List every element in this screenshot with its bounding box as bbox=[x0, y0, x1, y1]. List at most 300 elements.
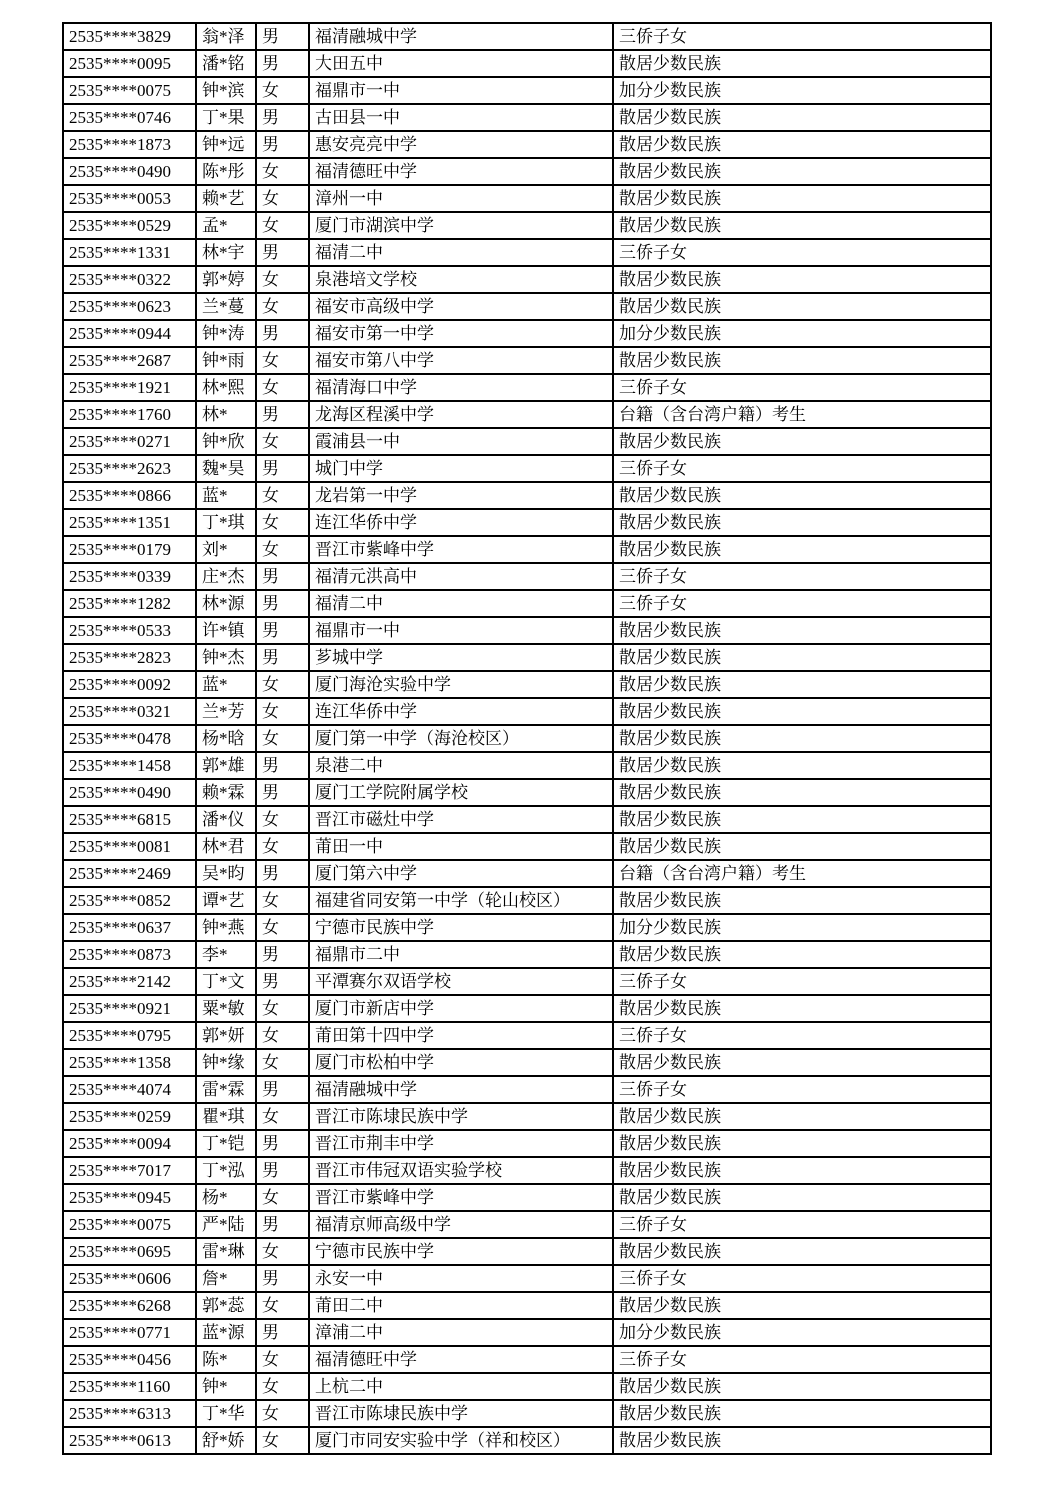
cell-school: 晋江市磁灶中学 bbox=[309, 806, 613, 833]
cell-gender: 男 bbox=[256, 131, 309, 158]
cell-school: 福清德旺中学 bbox=[309, 1346, 613, 1373]
cell-school: 莆田二中 bbox=[309, 1292, 613, 1319]
cell-candidate-name: 蓝*源 bbox=[196, 1319, 256, 1346]
cell-category: 散居少数民族 bbox=[613, 725, 991, 752]
cell-exam-id: 2535****1160 bbox=[63, 1373, 196, 1400]
cell-school: 福清二中 bbox=[309, 239, 613, 266]
cell-category: 散居少数民族 bbox=[613, 995, 991, 1022]
cell-gender: 男 bbox=[256, 1319, 309, 1346]
cell-candidate-name: 钟*涛 bbox=[196, 320, 256, 347]
cell-exam-id: 2535****0092 bbox=[63, 671, 196, 698]
table-row bbox=[63, 1022, 991, 1049]
candidate-roster-table bbox=[62, 22, 992, 1455]
cell-candidate-name: 丁*果 bbox=[196, 104, 256, 131]
cell-category: 加分少数民族 bbox=[613, 914, 991, 941]
cell-exam-id: 2535****0945 bbox=[63, 1184, 196, 1211]
cell-candidate-name: 瞿*琪 bbox=[196, 1103, 256, 1130]
table-row bbox=[63, 104, 991, 131]
cell-candidate-name: 丁*铠 bbox=[196, 1130, 256, 1157]
cell-exam-id: 2535****7017 bbox=[63, 1157, 196, 1184]
cell-exam-id: 2535****1358 bbox=[63, 1049, 196, 1076]
cell-candidate-name: 赖*艺 bbox=[196, 185, 256, 212]
cell-school: 龙海区程溪中学 bbox=[309, 401, 613, 428]
cell-school: 晋江市陈埭民族中学 bbox=[309, 1103, 613, 1130]
cell-candidate-name: 潘*铭 bbox=[196, 50, 256, 77]
table-row bbox=[63, 1157, 991, 1184]
cell-candidate-name: 雷*霖 bbox=[196, 1076, 256, 1103]
cell-category: 散居少数民族 bbox=[613, 779, 991, 806]
cell-gender: 女 bbox=[256, 1184, 309, 1211]
cell-exam-id: 2535****0075 bbox=[63, 1211, 196, 1238]
cell-candidate-name: 许*镇 bbox=[196, 617, 256, 644]
cell-school: 福鼎市二中 bbox=[309, 941, 613, 968]
table-row bbox=[63, 671, 991, 698]
table-row bbox=[63, 1103, 991, 1130]
cell-candidate-name: 赖*霖 bbox=[196, 779, 256, 806]
cell-candidate-name: 丁*琪 bbox=[196, 509, 256, 536]
cell-school: 福清京师高级中学 bbox=[309, 1211, 613, 1238]
cell-gender: 男 bbox=[256, 860, 309, 887]
cell-school: 平潭赛尔双语学校 bbox=[309, 968, 613, 995]
cell-school: 古田县一中 bbox=[309, 104, 613, 131]
table-row bbox=[63, 644, 991, 671]
cell-candidate-name: 潘*仪 bbox=[196, 806, 256, 833]
cell-category: 散居少数民族 bbox=[613, 1130, 991, 1157]
cell-gender: 男 bbox=[256, 1157, 309, 1184]
cell-candidate-name: 陈* bbox=[196, 1346, 256, 1373]
cell-exam-id: 2535****0606 bbox=[63, 1265, 196, 1292]
cell-gender: 男 bbox=[256, 563, 309, 590]
cell-gender: 女 bbox=[256, 509, 309, 536]
cell-school: 福清二中 bbox=[309, 590, 613, 617]
cell-exam-id: 2535****4074 bbox=[63, 1076, 196, 1103]
table-row bbox=[63, 995, 991, 1022]
cell-gender: 女 bbox=[256, 806, 309, 833]
cell-exam-id: 2535****0771 bbox=[63, 1319, 196, 1346]
cell-candidate-name: 钟*燕 bbox=[196, 914, 256, 941]
table-row bbox=[63, 1238, 991, 1265]
cell-exam-id: 2535****0921 bbox=[63, 995, 196, 1022]
cell-gender: 男 bbox=[256, 401, 309, 428]
cell-exam-id: 2535****0095 bbox=[63, 50, 196, 77]
table-row bbox=[63, 1076, 991, 1103]
cell-candidate-name: 粟*敏 bbox=[196, 995, 256, 1022]
table-row bbox=[63, 131, 991, 158]
cell-school: 福安市高级中学 bbox=[309, 293, 613, 320]
cell-candidate-name: 钟*雨 bbox=[196, 347, 256, 374]
cell-candidate-name: 蓝* bbox=[196, 671, 256, 698]
cell-candidate-name: 陈*彤 bbox=[196, 158, 256, 185]
cell-school: 厦门市松柏中学 bbox=[309, 1049, 613, 1076]
cell-gender: 女 bbox=[256, 428, 309, 455]
table-row bbox=[63, 482, 991, 509]
table-row bbox=[63, 968, 991, 995]
cell-exam-id: 2535****1331 bbox=[63, 239, 196, 266]
cell-category: 散居少数民族 bbox=[613, 1427, 991, 1454]
table-row bbox=[63, 50, 991, 77]
cell-exam-id: 2535****0259 bbox=[63, 1103, 196, 1130]
cell-exam-id: 2535****2623 bbox=[63, 455, 196, 482]
table-row bbox=[63, 293, 991, 320]
cell-category: 散居少数民族 bbox=[613, 941, 991, 968]
cell-gender: 男 bbox=[256, 968, 309, 995]
cell-gender: 女 bbox=[256, 1238, 309, 1265]
table-row bbox=[63, 779, 991, 806]
table-row bbox=[63, 266, 991, 293]
cell-category: 三侨子女 bbox=[613, 455, 991, 482]
cell-gender: 男 bbox=[256, 1130, 309, 1157]
cell-candidate-name: 严*陆 bbox=[196, 1211, 256, 1238]
cell-gender: 男 bbox=[256, 320, 309, 347]
cell-gender: 女 bbox=[256, 536, 309, 563]
cell-gender: 女 bbox=[256, 887, 309, 914]
cell-category: 散居少数民族 bbox=[613, 509, 991, 536]
table-row bbox=[63, 590, 991, 617]
cell-school: 惠安亮亮中学 bbox=[309, 131, 613, 158]
cell-gender: 男 bbox=[256, 644, 309, 671]
cell-category: 散居少数民族 bbox=[613, 1373, 991, 1400]
cell-candidate-name: 丁*华 bbox=[196, 1400, 256, 1427]
cell-exam-id: 2535****1873 bbox=[63, 131, 196, 158]
cell-category: 散居少数民族 bbox=[613, 293, 991, 320]
cell-school: 漳州一中 bbox=[309, 185, 613, 212]
cell-exam-id: 2535****0094 bbox=[63, 1130, 196, 1157]
cell-candidate-name: 杨* bbox=[196, 1184, 256, 1211]
cell-school: 大田五中 bbox=[309, 50, 613, 77]
cell-category: 散居少数民族 bbox=[613, 428, 991, 455]
cell-category: 三侨子女 bbox=[613, 374, 991, 401]
cell-school: 福清融城中学 bbox=[309, 23, 613, 50]
cell-exam-id: 2535****0271 bbox=[63, 428, 196, 455]
cell-exam-id: 2535****1351 bbox=[63, 509, 196, 536]
cell-exam-id: 2535****0613 bbox=[63, 1427, 196, 1454]
cell-candidate-name: 翁*泽 bbox=[196, 23, 256, 50]
cell-candidate-name: 钟*欣 bbox=[196, 428, 256, 455]
cell-gender: 男 bbox=[256, 50, 309, 77]
table-row bbox=[63, 941, 991, 968]
cell-gender: 男 bbox=[256, 752, 309, 779]
cell-category: 三侨子女 bbox=[613, 1211, 991, 1238]
cell-gender: 女 bbox=[256, 77, 309, 104]
cell-category: 散居少数民族 bbox=[613, 50, 991, 77]
cell-exam-id: 2535****2687 bbox=[63, 347, 196, 374]
cell-category: 散居少数民族 bbox=[613, 131, 991, 158]
cell-category: 散居少数民族 bbox=[613, 347, 991, 374]
table-row bbox=[63, 860, 991, 887]
cell-school: 永安一中 bbox=[309, 1265, 613, 1292]
table-row bbox=[63, 401, 991, 428]
cell-exam-id: 2535****6313 bbox=[63, 1400, 196, 1427]
cell-category: 三侨子女 bbox=[613, 1265, 991, 1292]
cell-school: 厦门工学院附属学校 bbox=[309, 779, 613, 806]
cell-category: 散居少数民族 bbox=[613, 158, 991, 185]
cell-school: 福清元洪高中 bbox=[309, 563, 613, 590]
cell-candidate-name: 吴*昀 bbox=[196, 860, 256, 887]
cell-school: 莆田一中 bbox=[309, 833, 613, 860]
cell-school: 福建省同安第一中学（轮山校区） bbox=[309, 887, 613, 914]
cell-school: 漳浦二中 bbox=[309, 1319, 613, 1346]
cell-candidate-name: 钟* bbox=[196, 1373, 256, 1400]
cell-candidate-name: 蓝* bbox=[196, 482, 256, 509]
table-row bbox=[63, 1049, 991, 1076]
cell-school: 福安市第一中学 bbox=[309, 320, 613, 347]
cell-candidate-name: 郭*婷 bbox=[196, 266, 256, 293]
cell-school: 宁德市民族中学 bbox=[309, 1238, 613, 1265]
cell-gender: 男 bbox=[256, 617, 309, 644]
table-row bbox=[63, 1319, 991, 1346]
table-row bbox=[63, 1184, 991, 1211]
cell-gender: 女 bbox=[256, 833, 309, 860]
cell-exam-id: 2535****0478 bbox=[63, 725, 196, 752]
cell-school: 宁德市民族中学 bbox=[309, 914, 613, 941]
table-row bbox=[63, 1400, 991, 1427]
cell-school: 晋江市伟冠双语实验学校 bbox=[309, 1157, 613, 1184]
cell-candidate-name: 詹* bbox=[196, 1265, 256, 1292]
cell-gender: 男 bbox=[256, 455, 309, 482]
cell-school: 厦门第六中学 bbox=[309, 860, 613, 887]
cell-gender: 女 bbox=[256, 482, 309, 509]
cell-candidate-name: 钟*滨 bbox=[196, 77, 256, 104]
cell-exam-id: 2535****0321 bbox=[63, 698, 196, 725]
cell-school: 福清融城中学 bbox=[309, 1076, 613, 1103]
cell-gender: 女 bbox=[256, 158, 309, 185]
cell-gender: 女 bbox=[256, 1103, 309, 1130]
cell-category: 散居少数民族 bbox=[613, 1049, 991, 1076]
cell-category: 台籍（含台湾户籍）考生 bbox=[613, 401, 991, 428]
cell-exam-id: 2535****0081 bbox=[63, 833, 196, 860]
cell-gender: 男 bbox=[256, 23, 309, 50]
cell-school: 莆田第十四中学 bbox=[309, 1022, 613, 1049]
cell-candidate-name: 孟* bbox=[196, 212, 256, 239]
cell-gender: 女 bbox=[256, 374, 309, 401]
cell-gender: 女 bbox=[256, 185, 309, 212]
cell-exam-id: 2535****0179 bbox=[63, 536, 196, 563]
cell-category: 三侨子女 bbox=[613, 968, 991, 995]
cell-candidate-name: 魏*昊 bbox=[196, 455, 256, 482]
cell-candidate-name: 丁*文 bbox=[196, 968, 256, 995]
cell-category: 台籍（含台湾户籍）考生 bbox=[613, 860, 991, 887]
cell-category: 散居少数民族 bbox=[613, 833, 991, 860]
cell-gender: 女 bbox=[256, 725, 309, 752]
cell-exam-id: 2535****0053 bbox=[63, 185, 196, 212]
cell-school: 霞浦县一中 bbox=[309, 428, 613, 455]
cell-exam-id: 2535****1458 bbox=[63, 752, 196, 779]
cell-school: 晋江市荆丰中学 bbox=[309, 1130, 613, 1157]
cell-gender: 男 bbox=[256, 239, 309, 266]
cell-school: 上杭二中 bbox=[309, 1373, 613, 1400]
cell-candidate-name: 兰*蔓 bbox=[196, 293, 256, 320]
table-row bbox=[63, 536, 991, 563]
cell-school: 泉港培文学校 bbox=[309, 266, 613, 293]
cell-category: 散居少数民族 bbox=[613, 644, 991, 671]
cell-category: 散居少数民族 bbox=[613, 617, 991, 644]
cell-school: 福鼎市一中 bbox=[309, 77, 613, 104]
cell-exam-id: 2535****0852 bbox=[63, 887, 196, 914]
cell-candidate-name: 李* bbox=[196, 941, 256, 968]
cell-category: 散居少数民族 bbox=[613, 1292, 991, 1319]
cell-candidate-name: 郭*蕊 bbox=[196, 1292, 256, 1319]
cell-exam-id: 2535****2469 bbox=[63, 860, 196, 887]
cell-category: 散居少数民族 bbox=[613, 1157, 991, 1184]
cell-category: 三侨子女 bbox=[613, 590, 991, 617]
cell-exam-id: 2535****2142 bbox=[63, 968, 196, 995]
cell-school: 城门中学 bbox=[309, 455, 613, 482]
cell-school: 龙岩第一中学 bbox=[309, 482, 613, 509]
cell-exam-id: 2535****0795 bbox=[63, 1022, 196, 1049]
cell-exam-id: 2535****2823 bbox=[63, 644, 196, 671]
cell-exam-id: 2535****0322 bbox=[63, 266, 196, 293]
cell-category: 散居少数民族 bbox=[613, 1400, 991, 1427]
cell-school: 连江华侨中学 bbox=[309, 698, 613, 725]
table-row bbox=[63, 1211, 991, 1238]
cell-category: 加分少数民族 bbox=[613, 77, 991, 104]
cell-exam-id: 2535****0456 bbox=[63, 1346, 196, 1373]
cell-candidate-name: 郭*妍 bbox=[196, 1022, 256, 1049]
cell-candidate-name: 林*熙 bbox=[196, 374, 256, 401]
cell-category: 散居少数民族 bbox=[613, 1103, 991, 1130]
cell-school: 泉港二中 bbox=[309, 752, 613, 779]
cell-gender: 女 bbox=[256, 1373, 309, 1400]
cell-exam-id: 2535****0623 bbox=[63, 293, 196, 320]
cell-candidate-name: 刘* bbox=[196, 536, 256, 563]
cell-category: 散居少数民族 bbox=[613, 1238, 991, 1265]
cell-candidate-name: 钟*远 bbox=[196, 131, 256, 158]
table-row bbox=[63, 725, 991, 752]
cell-category: 散居少数民族 bbox=[613, 212, 991, 239]
cell-exam-id: 2535****0637 bbox=[63, 914, 196, 941]
cell-candidate-name: 林*源 bbox=[196, 590, 256, 617]
cell-category: 三侨子女 bbox=[613, 1346, 991, 1373]
cell-gender: 女 bbox=[256, 1049, 309, 1076]
cell-candidate-name: 林* bbox=[196, 401, 256, 428]
cell-gender: 男 bbox=[256, 1265, 309, 1292]
cell-exam-id: 2535****0873 bbox=[63, 941, 196, 968]
cell-category: 加分少数民族 bbox=[613, 320, 991, 347]
cell-gender: 女 bbox=[256, 914, 309, 941]
cell-gender: 女 bbox=[256, 293, 309, 320]
cell-candidate-name: 丁*泓 bbox=[196, 1157, 256, 1184]
table-row bbox=[63, 617, 991, 644]
table-row bbox=[63, 239, 991, 266]
cell-school: 厦门市新店中学 bbox=[309, 995, 613, 1022]
table-row bbox=[63, 914, 991, 941]
table-row bbox=[63, 1346, 991, 1373]
cell-school: 厦门市同安实验中学（祥和校区） bbox=[309, 1427, 613, 1454]
cell-candidate-name: 雷*琳 bbox=[196, 1238, 256, 1265]
cell-gender: 女 bbox=[256, 1292, 309, 1319]
cell-category: 散居少数民族 bbox=[613, 671, 991, 698]
cell-category: 散居少数民族 bbox=[613, 752, 991, 779]
cell-category: 散居少数民族 bbox=[613, 104, 991, 131]
cell-category: 散居少数民族 bbox=[613, 1184, 991, 1211]
table-row bbox=[63, 509, 991, 536]
cell-gender: 女 bbox=[256, 995, 309, 1022]
cell-exam-id: 2535****1282 bbox=[63, 590, 196, 617]
cell-school: 厦门第一中学（海沧校区） bbox=[309, 725, 613, 752]
table-row bbox=[63, 185, 991, 212]
cell-school: 福清德旺中学 bbox=[309, 158, 613, 185]
cell-gender: 女 bbox=[256, 347, 309, 374]
cell-category: 三侨子女 bbox=[613, 1022, 991, 1049]
cell-gender: 男 bbox=[256, 779, 309, 806]
cell-exam-id: 2535****6268 bbox=[63, 1292, 196, 1319]
table-row bbox=[63, 320, 991, 347]
cell-category: 三侨子女 bbox=[613, 23, 991, 50]
cell-school: 晋江市陈埭民族中学 bbox=[309, 1400, 613, 1427]
cell-school: 芗城中学 bbox=[309, 644, 613, 671]
cell-exam-id: 2535****3829 bbox=[63, 23, 196, 50]
cell-candidate-name: 林*君 bbox=[196, 833, 256, 860]
cell-category: 三侨子女 bbox=[613, 1076, 991, 1103]
cell-exam-id: 2535****0533 bbox=[63, 617, 196, 644]
cell-category: 散居少数民族 bbox=[613, 185, 991, 212]
cell-school: 福鼎市一中 bbox=[309, 617, 613, 644]
cell-candidate-name: 杨*晗 bbox=[196, 725, 256, 752]
cell-gender: 男 bbox=[256, 590, 309, 617]
cell-exam-id: 2535****0746 bbox=[63, 104, 196, 131]
table-row bbox=[63, 698, 991, 725]
cell-gender: 女 bbox=[256, 212, 309, 239]
table-row bbox=[63, 887, 991, 914]
cell-school: 晋江市紫峰中学 bbox=[309, 1184, 613, 1211]
cell-category: 散居少数民族 bbox=[613, 482, 991, 509]
cell-category: 散居少数民族 bbox=[613, 887, 991, 914]
table-row bbox=[63, 212, 991, 239]
cell-gender: 女 bbox=[256, 1346, 309, 1373]
table-row bbox=[63, 77, 991, 104]
cell-exam-id: 2535****0490 bbox=[63, 158, 196, 185]
cell-school: 福清海口中学 bbox=[309, 374, 613, 401]
cell-school: 厦门海沧实验中学 bbox=[309, 671, 613, 698]
table-row bbox=[63, 1373, 991, 1400]
cell-gender: 男 bbox=[256, 1076, 309, 1103]
cell-exam-id: 2535****0075 bbox=[63, 77, 196, 104]
cell-gender: 女 bbox=[256, 671, 309, 698]
cell-category: 三侨子女 bbox=[613, 563, 991, 590]
cell-category: 散居少数民族 bbox=[613, 266, 991, 293]
cell-gender: 女 bbox=[256, 1400, 309, 1427]
table-row bbox=[63, 1265, 991, 1292]
cell-candidate-name: 郭*雄 bbox=[196, 752, 256, 779]
cell-gender: 女 bbox=[256, 266, 309, 293]
cell-candidate-name: 谭*艺 bbox=[196, 887, 256, 914]
cell-exam-id: 2535****1921 bbox=[63, 374, 196, 401]
table-row bbox=[63, 1292, 991, 1319]
table-row bbox=[63, 1130, 991, 1157]
cell-gender: 女 bbox=[256, 1022, 309, 1049]
cell-gender: 男 bbox=[256, 941, 309, 968]
table-row bbox=[63, 833, 991, 860]
cell-school: 福安市第八中学 bbox=[309, 347, 613, 374]
table-row bbox=[63, 752, 991, 779]
table-row bbox=[63, 374, 991, 401]
cell-school: 厦门市湖滨中学 bbox=[309, 212, 613, 239]
cell-exam-id: 2535****0695 bbox=[63, 1238, 196, 1265]
cell-gender: 女 bbox=[256, 1427, 309, 1454]
table-row bbox=[63, 563, 991, 590]
cell-candidate-name: 庄*杰 bbox=[196, 563, 256, 590]
cell-exam-id: 2535****6815 bbox=[63, 806, 196, 833]
table-row bbox=[63, 455, 991, 482]
table-row bbox=[63, 23, 991, 50]
cell-exam-id: 2535****1760 bbox=[63, 401, 196, 428]
table-row bbox=[63, 1427, 991, 1454]
table-row bbox=[63, 428, 991, 455]
cell-school: 晋江市紫峰中学 bbox=[309, 536, 613, 563]
roster-table-body bbox=[63, 23, 991, 1454]
cell-candidate-name: 舒*娇 bbox=[196, 1427, 256, 1454]
cell-candidate-name: 林*宇 bbox=[196, 239, 256, 266]
